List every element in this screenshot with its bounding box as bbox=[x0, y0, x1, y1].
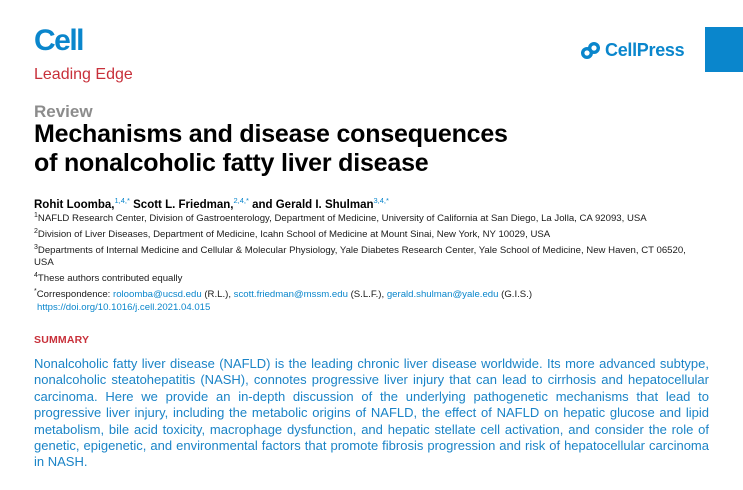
author-affiliation-marks[interactable]: 2,4,* bbox=[233, 196, 249, 205]
email-link[interactable]: roloomba@ucsd.edu bbox=[113, 288, 202, 300]
publisher-logo bbox=[580, 40, 684, 61]
doi-link[interactable]: https://doi.org/10.1016/j.cell.2021.04.015 bbox=[37, 301, 211, 313]
article-title bbox=[34, 120, 508, 178]
author-list bbox=[34, 196, 389, 211]
affiliation-item: $^3$Departments of Internal Medicine and Cellular & Molecular Physiology, Yale Diabetes Research Center, Yale School of Medicine, New Haven, CT 06520, USA bbox=[34, 243, 686, 269]
cellpress-logo-icon bbox=[580, 40, 601, 61]
title-line-2: of nonalcoholic fatty liver disease bbox=[34, 149, 429, 177]
title-line-1: Mechanisms and disease consequences bbox=[34, 120, 508, 148]
email-link[interactable]: gerald.shulman@yale.edu bbox=[386, 288, 499, 300]
summary-text: Nonalcoholic fatty liver disease (NAFLD) is the leading chronic liver disease worldwide. Its more advanced subtype, nonalcoholic steatohepatitis (NASH), connotes progressive liver injury that can lead to cirrhosis and hepatocellular carcinoma. Here we provide an in-depth discussion of the underlying pathogenetic mechanisms that lead to progressive liver injury, including the metabolic origins of NAFLD, the effect of NAFLD on hepatic glucose and lipid metabolism, bile acid toxicity, macrophage dysfunction, and hepatic stellate cell activation, and consider the role of genetic, epigenetic, and environmental factors that promote fibrosis progression and risk of hepatocellular carcinoma in NASH. bbox=[34, 356, 709, 470]
section-label: Leading Edge bbox=[34, 66, 133, 83]
edge-tab bbox=[705, 27, 743, 72]
journal-logo: Cell bbox=[34, 24, 84, 57]
correspondence-line: *Correspondence: roloomba@ucsd.edu (R.L.), scott.friedman@mssm.edu (S.L.F.), gerald.shulman@yale.edu (G.I.S.) bbox=[34, 287, 533, 300]
affiliation-item: $^4$These authors contributed equally bbox=[34, 271, 183, 285]
author-name: and Gerald I. Shulman bbox=[248, 198, 374, 211]
author-affiliation-marks[interactable]: 3,4,* bbox=[373, 196, 389, 205]
publisher-name: CellPress bbox=[605, 40, 685, 60]
summary-heading: SUMMARY bbox=[34, 334, 90, 346]
author-name: Rohit Loomba, bbox=[34, 198, 115, 211]
email-link[interactable]: scott.friedman@mssm.edu bbox=[233, 288, 348, 300]
affiliation-list bbox=[34, 210, 694, 314]
affiliation-item: $^1$NAFLD Research Center, Division of Gastroenterology, Department of Medicine, University of California at San Diego, La Jolla, CA 92093, USA bbox=[34, 212, 647, 225]
author-name: Scott L. Friedman, bbox=[129, 198, 234, 211]
article-type: Review bbox=[34, 102, 93, 121]
affiliation-item: $^2$Division of Liver Diseases, Department of Medicine, Icahn School of Medicine at Mount Sinai, New York, NY 10029, USA bbox=[34, 227, 551, 240]
author-affiliation-marks[interactable]: 1,4,* bbox=[114, 196, 130, 205]
